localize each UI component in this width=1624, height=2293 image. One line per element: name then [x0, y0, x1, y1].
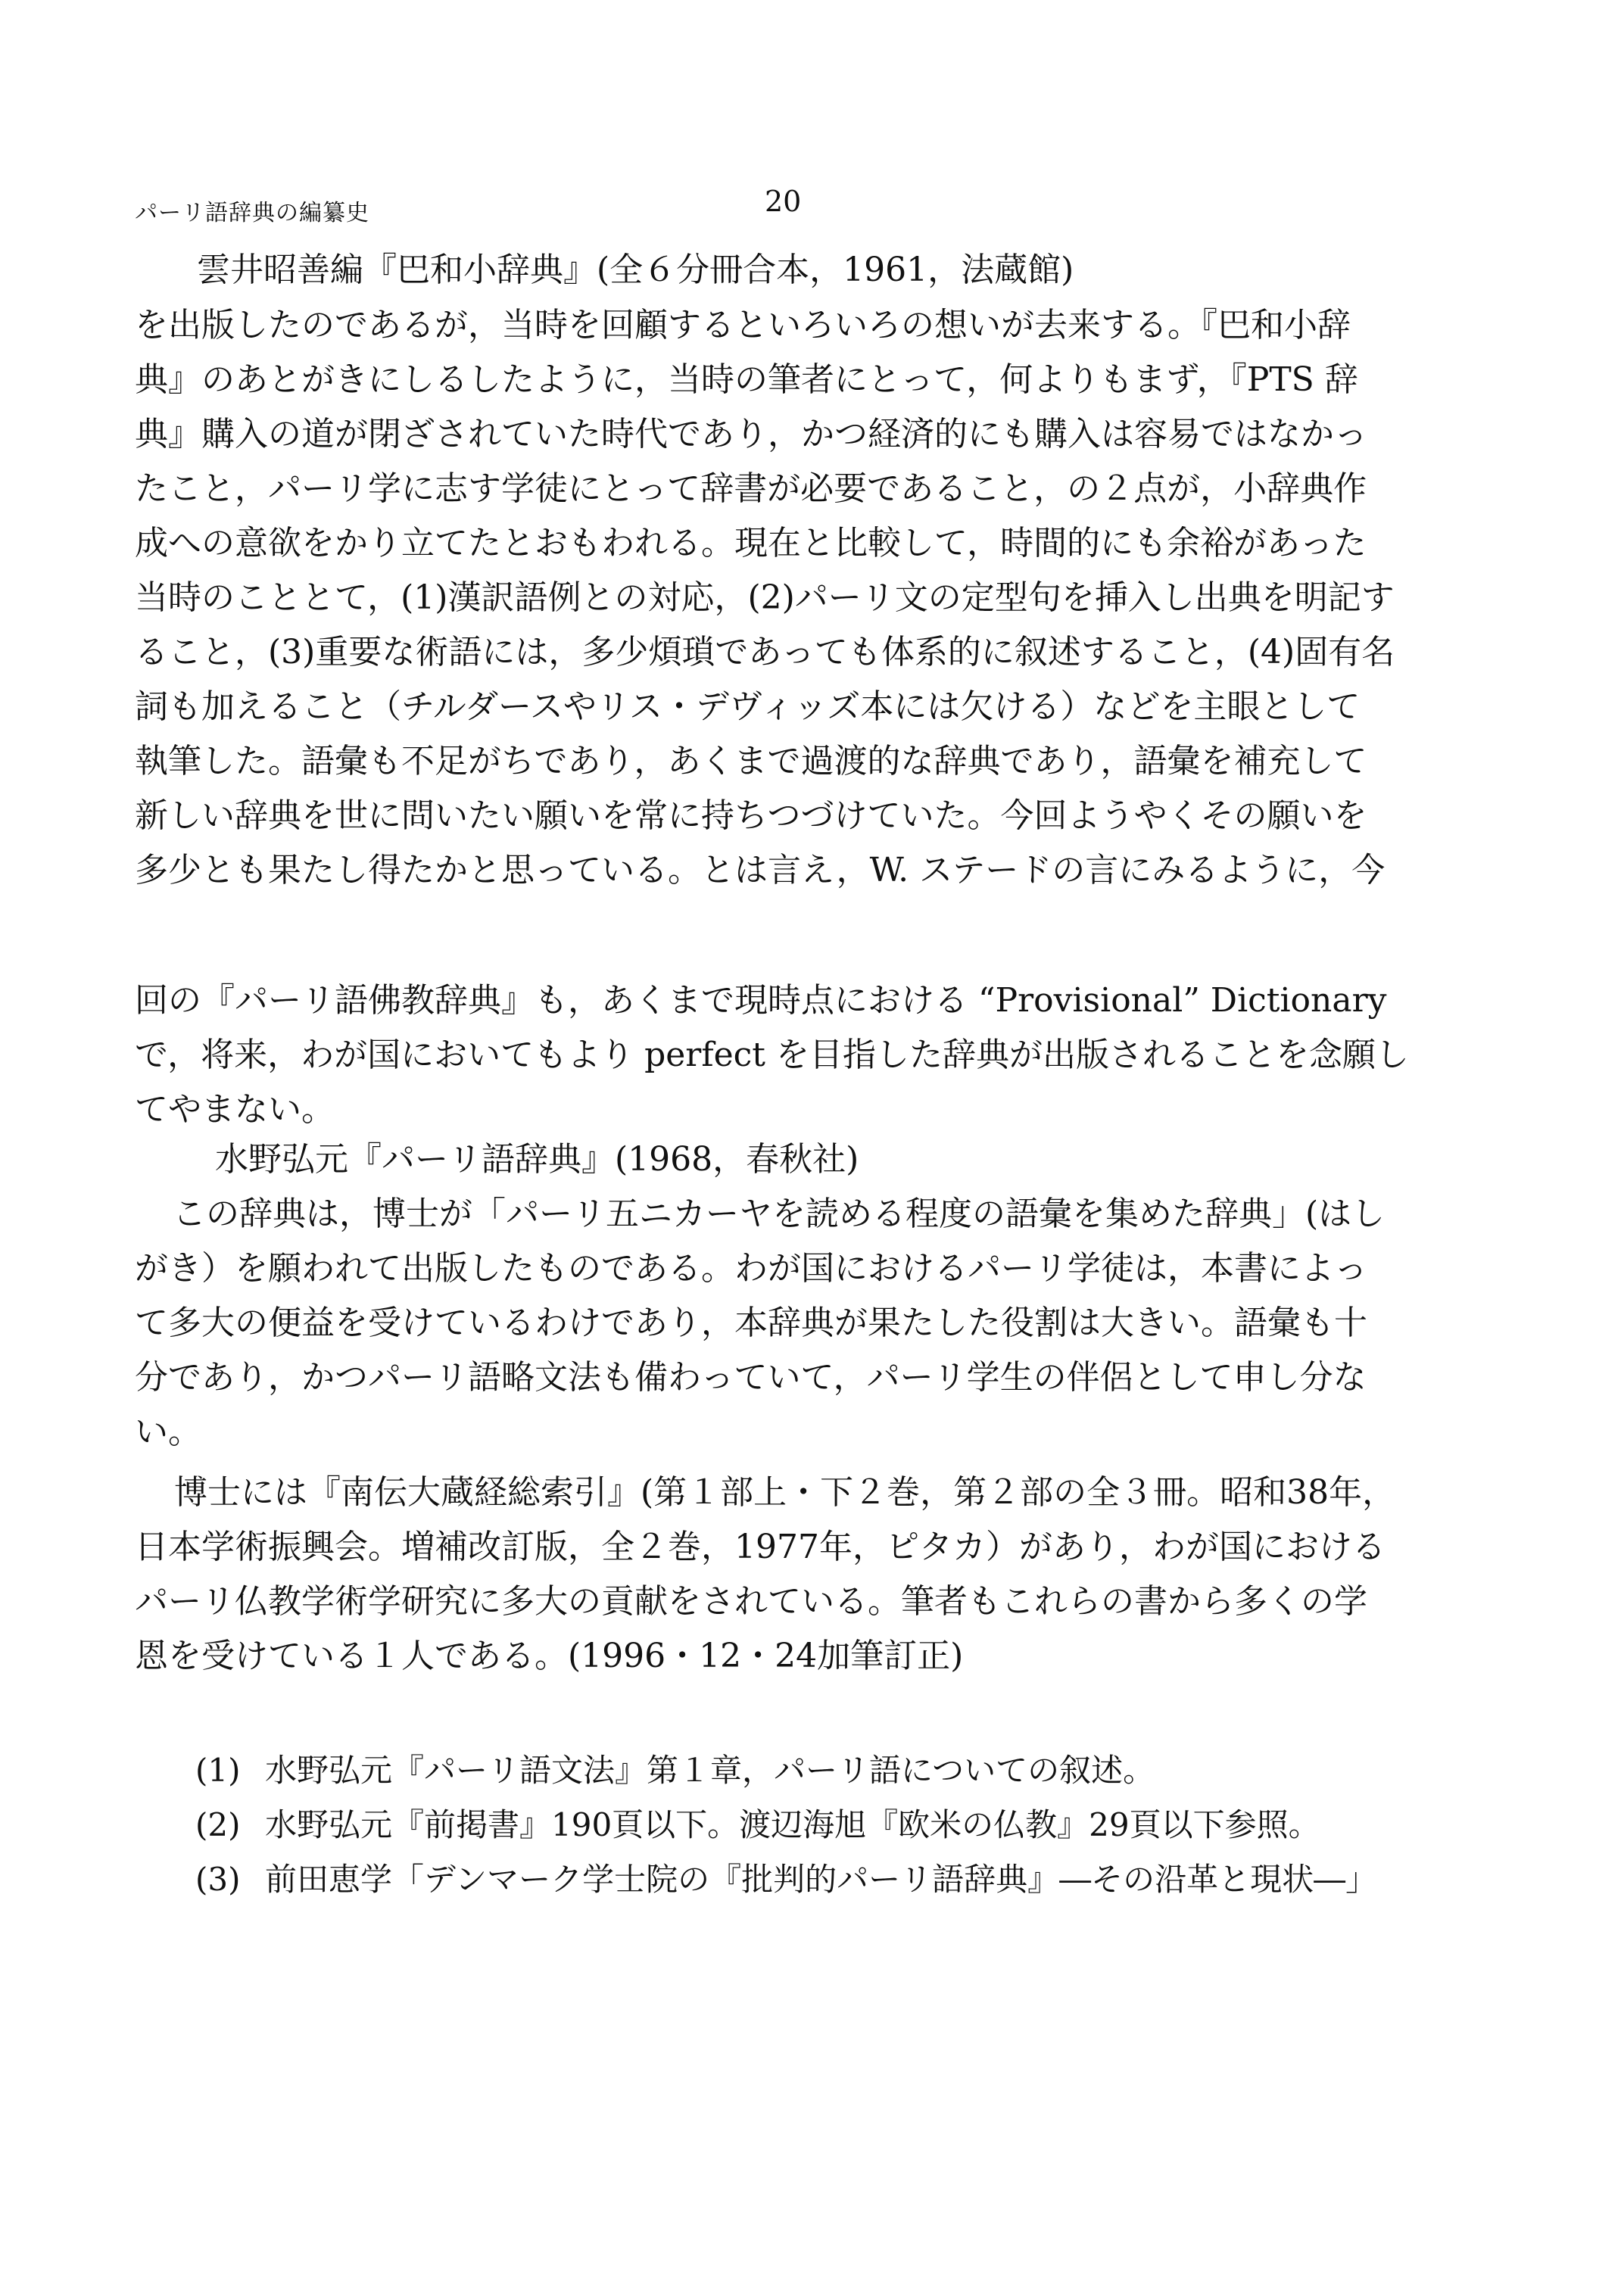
body-line: 典』購入の道が閉ざされていた時代であり，かつ経済的にも購入は容易ではなかっ [135, 415, 1367, 453]
note-marker: (3) [195, 1861, 241, 1898]
body-line: 新しい辞典を世に問いたい願いを常に持ちつづけていた。今回ようやくその願いを [135, 796, 1367, 835]
body-line: 典』のあとがきにしるしたように，当時の筆者にとって，何よりもまず，『PTS 辞 [135, 360, 1358, 399]
body-line: 詞も加えること（チルダースやリス・デヴィッズ本には欠ける）などを主眼として [135, 687, 1361, 726]
body-line: で，将来，わが国においてもより perfect を目指した辞典が出版されることを念願し [135, 1036, 1409, 1074]
running-title: パーリ語辞典の編纂史 [135, 200, 369, 226]
body-line: 成への意欲をかり立てたとおもわれる。現在と比較して，時間的にも余裕があった [135, 524, 1367, 562]
note-marker: (1) [195, 1752, 241, 1789]
body-line: がき）を願われて出版したものである。わが国におけるパーリ学徒は，本書によっ [135, 1249, 1367, 1288]
body-line: を出版したのであるが，当時を回顧するといろいろの想いが去来する。『巴和小辞 [135, 306, 1351, 344]
body-line: 当時のこととて，(1)漢訳語例との対応，(2)パーリ文の定型句を挿入し出典を明記す [135, 578, 1395, 617]
entry-heading-mizuno: 水野弘元『パーリ語辞典』(1968，春秋社) [215, 1140, 859, 1179]
body-line: 恩を受けている１人である。(1996・12・24加筆訂正) [135, 1637, 964, 1675]
body-line: 多少とも果たし得たかと思っている。とは言え，W. ステードの言にみるように，今 [135, 851, 1386, 889]
note-text: 水野弘元『前掲書』190頁以下。渡辺海旭『欧米の仏教』29頁以下参照。 [265, 1806, 1320, 1843]
page-number: 20 [765, 185, 802, 218]
body-line: て多大の便益を受けているわけであり，本辞典が果たした役割は大きい。語彙も十 [135, 1304, 1367, 1342]
note-text: 水野弘元『パーリ語文法』第１章，パーリ語についての叙述。 [265, 1752, 1155, 1789]
body-line: 博士には『南伝大蔵経総索引』(第１部上・下２巻，第２部の全３冊。昭和38年， [174, 1473, 1396, 1512]
body-line: てやまない。 [135, 1090, 335, 1129]
note-marker: (2) [195, 1806, 241, 1843]
body-line: この辞典は，博士が「パーリ五ニカーヤを読める程度の語彙を集めた辞典」(はし [173, 1195, 1386, 1233]
body-line: 回の『パーリ語佛教辞典』も，あくまで現時点における “Provisional” Dictionary [135, 981, 1387, 1020]
body-line: 日本学術振興会。増補改訂版，全２巻，1977年，ピタカ）があり，わが国における [135, 1528, 1386, 1566]
body-line: たこと，パーリ学に志す学徒にとって辞書が必要であること，の２点が，小辞典作 [135, 469, 1367, 508]
body-line: パーリ仏教学術学研究に多大の貢献をされている。筆者もこれらの書から多くの学 [135, 1582, 1367, 1621]
body-line: い。 [135, 1413, 201, 1451]
body-line: ること，(3)重要な術語には，多少煩瑣であっても体系的に叙述すること，(4)固有名 [135, 633, 1395, 671]
body-line: 分であり，かつパーリ語略文法も備わっていて，パーリ学生の伴侶として申し分な [135, 1358, 1367, 1397]
body-line: 執筆した。語彙も不足がちであり，あくまで過渡的な辞典であり，語彙を補充して [135, 742, 1367, 780]
entry-heading-kumoi: 雲井昭善編『巴和小辞典』(全６分冊合本，1961，法蔵館) [197, 251, 1074, 289]
note-text: 前田恵学「デンマーク学士院の『批判的パーリ語辞典』―その沿革と現状―」 [265, 1861, 1378, 1898]
